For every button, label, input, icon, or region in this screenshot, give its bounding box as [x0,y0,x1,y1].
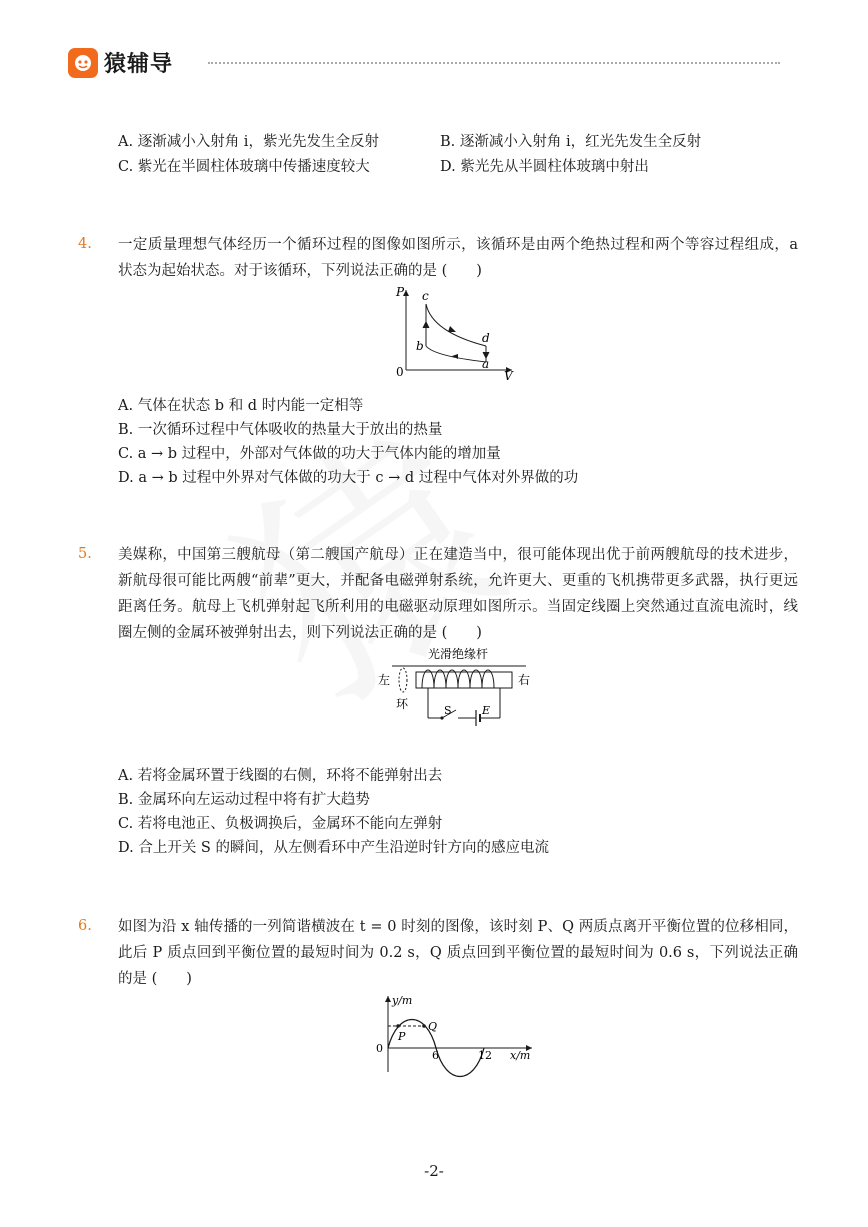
q5-coil-turns [422,670,494,688]
q4-point-b: b [416,339,424,353]
prev-options-row-2 [118,155,758,176]
q5-left-label: 左 [378,673,391,687]
q4-curve-ba [426,346,486,362]
q4-arrow-cd [448,326,456,332]
q6-x-label: x/m [510,1049,531,1062]
q6-point-p [396,1024,400,1028]
q6-p-label: P [398,1030,406,1043]
prev-option-a: A. 逐渐减小入射角 i，紫光先发生全反射 [118,134,379,150]
q5-battery-label: E [482,704,491,717]
q6-tick-12: 12 [478,1049,492,1062]
q4-option-a: A. 气体在状态 b 和 d 时内能一定相等 [118,398,364,414]
q5-ring-label: 环 [396,697,409,711]
q5-rod-label: 光滑绝缘杆 [428,647,489,661]
q6-stem: 如图为沿 x 轴传播的一列简谐横波在 t = 0 时刻的图像，该时刻 P、Q 两质点离开平衡位置的位移相同，此后 P 质点回到平衡位置的最短时间为 0.2 s，Q 质点回到平衡位置的最短时间为 0.6 s，下列说法正确的是 ( ) [118,919,798,987]
q5-coil-core [416,672,512,688]
q5-option-a: A. 若将金属环置于线圈的右侧，环将不能弹射出去 [118,768,443,784]
q4-y-label: P [396,285,405,299]
q4-point-c: c [422,289,429,303]
header-divider [208,62,780,64]
q6-point-q [422,1024,426,1028]
q5-metal-ring [399,668,407,692]
q5-option-d: D. 合上开关 S 的瞬间，从左侧看环中产生沿逆时针方向的感应电流 [118,840,549,856]
q6-number: 6. [78,918,92,934]
q6-tick-6: 6 [432,1049,439,1062]
q4-stem: 一定质量理想气体经历一个循环过程的图像如图所示，该循环是由两个绝热过程和两个等容过程组成，a 状态为起始状态。对于该循环，下列说法正确的是 ( ) [118,237,798,279]
q6-origin-label: 0 [376,1042,383,1055]
prev-options-row-1 [118,130,758,151]
q5-stem: 美媒称，中国第三艘航母（第二艘国产航母）正在建造当中，很可能体现出优于前两艘航母的技术进步，新航母很可能比两艘“前辈”更大，并配备电磁弹射系统，允许更大、更重的飞机携带更多武器，执行更远距离任务。航母上飞机弹射起飞所利用的电磁驱动原理如图所示。当固定线圈上突然通过直流电流时，线圈左侧的金属环被弹射出去，则下列说法正确的是 ( ) [118,547,798,641]
q4-origin-label: 0 [396,365,404,379]
prev-option-d: D. 紫光先从半圆柱体玻璃中射出 [440,159,649,175]
q4-number: 4. [78,236,92,252]
q5-right-label: 右 [518,673,531,687]
q6-q-label: Q [428,1020,438,1033]
q4-option-d: D. a → b 过程中外界对气体做的功大于 c → d 过程中气体对外界做的功 [118,470,579,486]
q5-option-c: C. 若将电池正、负极调换后，金属环不能向左弹射 [118,816,443,832]
q4-point-a: a [482,357,490,371]
q5-number: 5. [78,546,92,562]
q4-option-b: B. 一次循环过程中气体吸收的热量大于放出的热量 [118,422,443,438]
q4-pv-diagram [390,284,520,384]
brand-logo-icon [68,48,98,78]
q4-option-c: C. a → b 过程中，外部对气体做的功大于气体内能的增加量 [118,446,501,462]
page-header [68,44,780,84]
q4-x-label: V [504,369,513,383]
q4-arrow-bc [423,322,429,328]
q4-point-d: d [482,331,490,345]
q4-curve-cd [426,304,486,346]
q5-coil-diagram [370,644,540,734]
q5-option-b: B. 金属环向左运动过程中将有扩大趋势 [118,792,370,808]
q5-switch-label: S [444,704,452,717]
brand-name: 猿辅导 [104,52,174,77]
prev-option-c: C. 紫光在半圆柱体玻璃中传播速度较大 [118,159,370,175]
q6-wave-diagram [370,992,540,1080]
page-number: -2- [424,1162,444,1180]
q6-y-label: y/m [392,994,413,1007]
prev-option-b: B. 逐渐减小入射角 i，红光先发生全反射 [440,134,702,150]
